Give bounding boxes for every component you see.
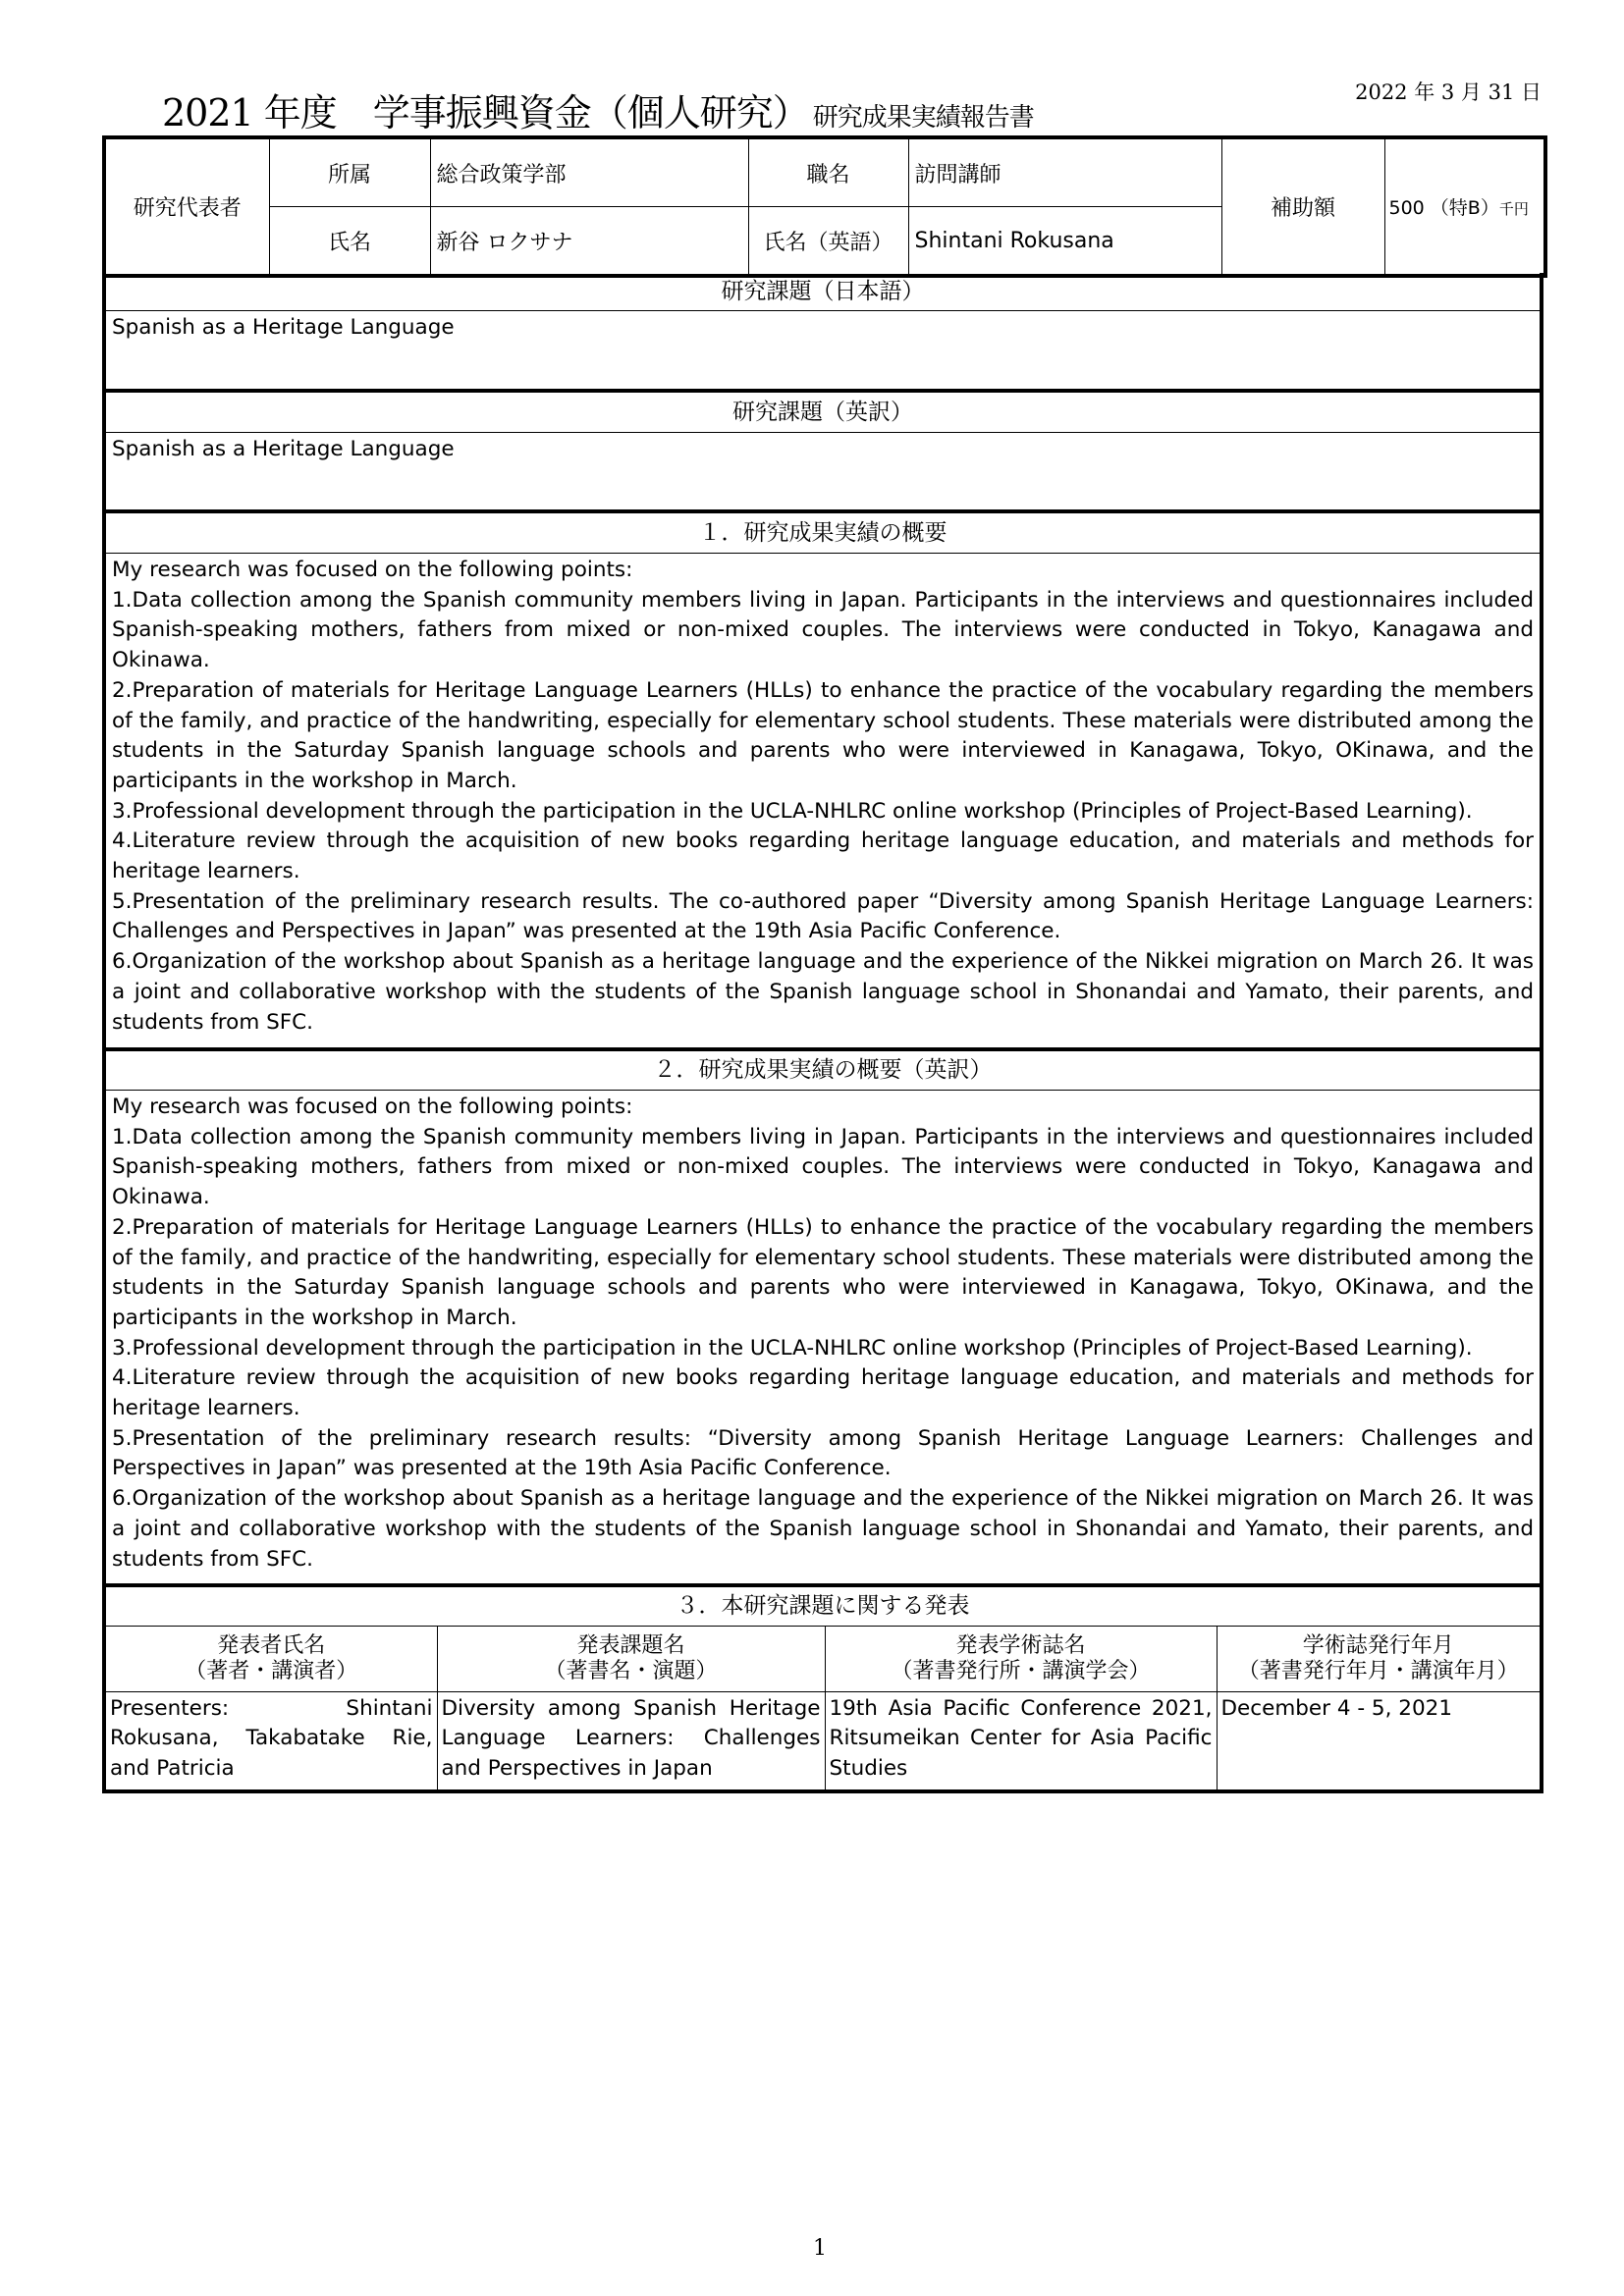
position-label: 職名 xyxy=(748,137,908,207)
table-row xyxy=(106,1691,1540,1789)
section1-paragraph: 3.Professional development through the participation in the UCLA-NHLRC online workshop (Principles of Project-Based Learning). xyxy=(112,798,1473,824)
section2-paragraph: 2.Preparation of materials for Heritage Language Learners (HLLs) to enhance the practice of the vocabulary regarding the members of the family, and practice of the handwriting, especially for elementary school students. These materials were distributed among the students in the Saturday Spanish language schools and parents who were interviewed in Kanagawa, Tokyo, OKinawa, and the participants in the workshop in March. xyxy=(112,1214,1534,1330)
section2-paragraph: 5.Presentation of the preliminary research results: “Diversity among Spanish Heritage Language Learners: Challenges and Perspectives in Japan” was presented at the 19th Asia Pacific Conference. xyxy=(112,1425,1534,1481)
column-header-date xyxy=(1217,1627,1540,1691)
cell-presenters: Presenters: Shintani Rokusana, Takabatake Rie, and Patricia xyxy=(106,1691,437,1789)
grant-value: 500 （特B） xyxy=(1388,197,1499,219)
column-header-line: 学術誌発行年月 xyxy=(1302,1632,1454,1658)
grant-label: 補助額 xyxy=(1221,137,1384,276)
section2-paragraph: 6.Organization of the workshop about Spanish as a heritage language and the experience of the Nikkei migration on March 26. It was a joint and collaborative workshop with the students of the Spanish language school in Shonandai and Yamato, their parents, and students from SFC. xyxy=(112,1486,1534,1572)
column-header-line: （著書発行所・講演学会） xyxy=(891,1658,1151,1683)
column-header-line: （著書発行年月・講演年月） xyxy=(1237,1658,1519,1683)
section1-paragraph: My research was focused on the following points: xyxy=(112,558,633,582)
column-header-line: 発表課題名 xyxy=(576,1632,685,1658)
section3-heading: ３．本研究課題に関する発表 xyxy=(106,1587,1540,1627)
section2-heading: ２．研究成果実績の概要（英訳） xyxy=(106,1051,1540,1091)
section2-paragraph: 1.Data collection among the Spanish community members living in Japan. Participants in the interviews and questionnaires included Spanish-speaking mothers, fathers from mixed or non-mixed couples. The interviews were conducted in Tokyo, Kanagawa and Okinawa. xyxy=(112,1124,1534,1210)
cell-venue: 19th Asia Pacific Conference 2021, Ritsumeikan Center for Asia Pacific Studies xyxy=(825,1691,1217,1789)
report-date: 2022 年 3 月 31 日 xyxy=(1355,80,1542,104)
section2 xyxy=(102,1051,1543,1587)
section1-paragraph: 5.Presentation of the preliminary research results. The co-authored paper “Diversity among Spanish Heritage Language Learners: Challenges and Perspectives in Japan” was presented at the 19th Asia Pacific Conference. xyxy=(112,888,1534,944)
column-header-line: 発表学術誌名 xyxy=(955,1632,1086,1658)
grant-cell xyxy=(1384,137,1545,276)
section1-paragraph: 1.Data collection among the Spanish community members living in Japan. Participants in the interviews and questionnaires included Spanish-speaking mothers, fathers from mixed or non-mixed couples. The interviews were conducted in Tokyo, Kanagawa and Okinawa. xyxy=(112,587,1534,673)
name-en-value: Shintani Rokusana xyxy=(908,207,1221,277)
topic-ja-value: Spanish as a Heritage Language xyxy=(112,315,455,340)
name-en-label: 氏名（英語） xyxy=(748,207,908,277)
name-label: 氏名 xyxy=(269,207,430,277)
topic-ja-section xyxy=(102,273,1543,393)
section1-body xyxy=(106,554,1540,1040)
representative-label: 研究代表者 xyxy=(104,137,269,276)
column-header-line: （著書名・演題） xyxy=(544,1658,718,1683)
column-header-line: （著者・講演者） xyxy=(185,1658,358,1683)
page-number: 1 xyxy=(813,2236,827,2261)
section1-paragraph: 2.Preparation of materials for Heritage Language Learners (HLLs) to enhance the practice of the vocabulary regarding the members of the family, and practice of the handwriting, especially for elementary school students. These materials were distributed among the students in the Saturday Spanish language schools and parents who were interviewed in Kanagawa, Tokyo, OKinawa, and the participants in the workshop in March. xyxy=(112,677,1534,793)
column-header-title xyxy=(437,1627,825,1691)
report-title-main: 2021 年度 学事振興資金（個人研究） xyxy=(162,91,809,134)
name-value: 新谷 ロクサナ xyxy=(430,207,748,277)
section2-paragraph: My research was focused on the following points: xyxy=(112,1095,633,1119)
section2-paragraph: 4.Literature review through the acquisition of new books regarding heritage language education, and materials and methods for heritage learners. xyxy=(112,1365,1534,1421)
section1-paragraph: 4.Literature review through the acquisition of new books regarding heritage language education, and materials and methods for heritage learners. xyxy=(112,828,1534,884)
representative-table xyxy=(102,135,1547,278)
affiliation-label: 所属 xyxy=(269,137,430,207)
section2-paragraph: 3.Professional development through the participation in the UCLA-NHLRC online workshop (Principles of Project-Based Learning). xyxy=(112,1335,1473,1361)
report-title-sub: 研究成果実績報告書 xyxy=(812,103,1034,133)
topic-en-value: Spanish as a Heritage Language xyxy=(112,437,455,461)
topic-ja-heading: 研究課題（日本語） xyxy=(106,273,1540,311)
affiliation-value: 総合政策学部 xyxy=(430,137,748,207)
topic-en-section xyxy=(102,393,1543,513)
column-header-presenters xyxy=(106,1627,437,1691)
cell-title: Diversity among Spanish Heritage Language Learners: Challenges and Perspectives in Japan xyxy=(437,1691,825,1789)
topic-en-heading: 研究課題（英訳） xyxy=(106,393,1540,433)
column-header-venue xyxy=(825,1627,1217,1691)
report-title xyxy=(162,82,1034,136)
grant-unit: 千円 xyxy=(1498,200,1529,218)
section1 xyxy=(102,513,1543,1051)
cell-date: December 4 - 5, 2021 xyxy=(1217,1691,1540,1789)
section3 xyxy=(102,1587,1543,1793)
position-value: 訪問講師 xyxy=(908,137,1221,207)
section2-body xyxy=(106,1091,1540,1576)
section1-paragraph: 6.Organization of the workshop about Spanish as a heritage language and the experience of the Nikkei migration on March 26. It was a joint and collaborative workshop with the students of the Spanish language school in Shonandai and Yamato, their parents, and students from SFC. xyxy=(112,949,1534,1035)
section1-heading: １．研究成果実績の概要 xyxy=(106,513,1540,554)
column-header-line: 発表者氏名 xyxy=(217,1632,326,1658)
presentations-table xyxy=(106,1627,1540,1789)
